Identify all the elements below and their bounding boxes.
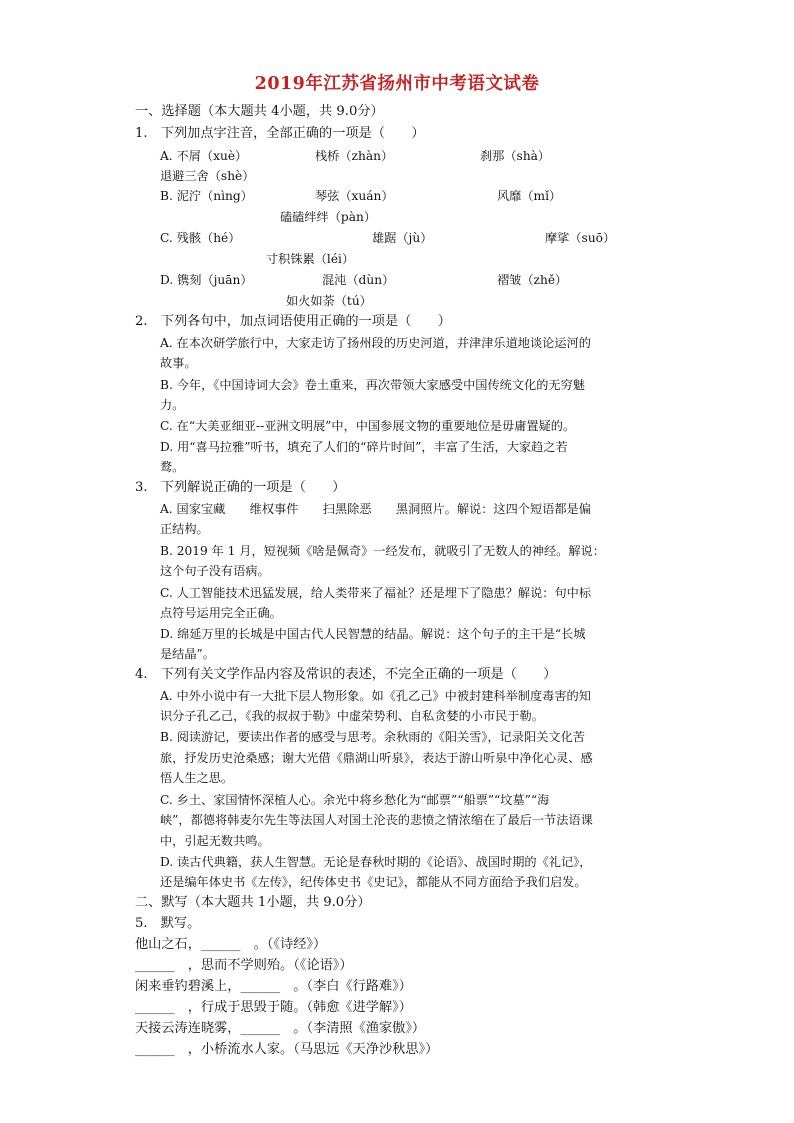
option-d: D. 读古代典籍，获人生智慧。无论是春秋时期的《论语》、战国时期的《礼记》，: [160, 855, 592, 869]
option-d-cont: 还是编年体史书《左传》，纪传体史书《史记》，都能从不同方面给予我们启发。: [160, 875, 587, 889]
option-d-item: 褶皱（zhě）: [497, 273, 568, 287]
option-d-item: 混沌（dùn）: [322, 273, 395, 287]
option-b-cont: 这个句子没有语病。: [160, 564, 270, 578]
option-d: D. 用“喜马拉雅”听书，填充了人们的“碎片时间”，丰富了生活，大家趋之若: [160, 440, 568, 454]
option-a-item: 刹那（shà）: [480, 149, 551, 163]
option-a-item: 栈桥（zhàn）: [315, 149, 394, 163]
option-b-item: 风靡（mǐ）: [497, 189, 562, 203]
question-stem: 4. 下列有关文学作品内容及常识的表述，不完全正确的一项是（ ）: [135, 667, 557, 682]
option-c-cont: 中，引起无数共鸣。: [160, 834, 270, 848]
option-a: A. 不屑（xuè）: [160, 149, 248, 163]
option-c-cont: 点符号运用完全正确。: [160, 606, 282, 620]
dictation-line: ______ ，行成于思毁于随。（韩愈《进学解》）: [135, 1000, 412, 1015]
option-a: A. 中外小说中有一大批下层人物形象。如《孔乙己》中被封建科举制度毒害的知: [160, 689, 591, 703]
option-c-item: 寸积铢累（léi）: [266, 252, 355, 266]
option-c-item: 雄踞（jù）: [372, 231, 433, 245]
section-heading: 二、默写（本大题共 1小题，共 9.0分）: [135, 895, 371, 910]
option-b-cont: 悟人生之思。: [160, 771, 234, 785]
option-d-item: 如火如荼（tú）: [286, 294, 372, 308]
option-c-item: 摩挲（suō）: [545, 231, 616, 245]
option-b: B. 2019 年 1 月，短视频《啥是佩奇》一经发布，就吸引了无数人的神经。解说：: [160, 544, 605, 558]
option-a-cont: 正结构。: [160, 522, 209, 536]
option-d-cont: 鹜。: [160, 460, 185, 474]
question-stem: 2. 下列各句中，加点词语使用正确的一项是（ ）: [135, 314, 451, 329]
dictation-line: 闲来垂钓碧溪上，______ 。（李白《行路难》）: [135, 979, 412, 994]
option-d: D. 绵延万里的长城是中国古代人民智慧的结晶。解说：这个句子的主干是“长城: [160, 627, 586, 641]
dictation-line: ______ ，思而不学则殆。（《论语》）: [135, 958, 353, 973]
dictation-line: ______ ，小桥流水人家。（马思远《天净沙秋思》）: [135, 1042, 439, 1057]
dictation-line: 天接云涛连晓雾，______ 。（李清照《渔家傲》）: [135, 1021, 426, 1036]
option-c: C. 残骸（hé）: [160, 231, 241, 245]
question-stem: 1. 下列加点字注音，全部正确的一项是（ ）: [135, 126, 425, 141]
option-c: C. 乡土、家国情怀深植人心。余光中将乡愁化为“邮票”“船票”“坟墓”“海: [160, 793, 550, 807]
question-stem: 3. 下列解说正确的一项是（ ）: [135, 480, 346, 495]
option-b: B. 泥泞（nìng）: [160, 189, 253, 203]
option-b: B. 今年，《中国诗词大会》卷土重来，再次带领大家感受中国传统文化的无穷魅: [160, 378, 585, 392]
option-a-item: 退避三舍（shè）: [160, 169, 255, 183]
option-b-item: 磕磕绊绊（pàn）: [280, 210, 377, 224]
dictation-line: 他山之石，______ 。（《诗经》）: [135, 937, 327, 952]
option-c: C. 人工智能技术迅猛发展，给人类带来了福祉？还是埋下了隐患？解说：句中标: [160, 586, 592, 600]
option-b-cont: 力。: [160, 398, 185, 412]
section-heading: 一、选择题（本大题共 4小题，共 9.0分）: [135, 104, 384, 119]
option-d-cont: 是结晶”。: [160, 647, 215, 661]
question-stem: 5. 默写。: [135, 916, 201, 931]
option-a: A. 在本次研学旅行中，大家走访了扬州段的历史河道，并津津乐道地谈论运河的: [160, 336, 591, 350]
option-d: D. 镌刻（juān）: [160, 273, 253, 287]
exam-title: 2019年江苏省扬州市中考语文试卷: [254, 74, 540, 94]
option-a: A. 国家宝藏 维权事件 扫黑除恶 黑洞照片。解说：这四个短语都是偏: [160, 502, 591, 516]
option-b-item: 琴弦（xuán）: [315, 189, 394, 203]
option-a-cont: 识分子孔乙己，《我的叔叔于勒》中虚荣势利、自私贪婪的小市民于勒。: [160, 709, 544, 723]
option-c-cont: 峡”，都德将韩麦尔先生等法国人对国土沦丧的悲愤之情浓缩在了最后一节法语课: [160, 813, 593, 827]
option-b: B. 阅读游记，要读出作者的感受与思考。余秋雨的《阳关雪》，记录阳关文化苦: [160, 730, 585, 744]
option-a-cont: 故事。: [160, 356, 197, 370]
option-b-cont: 旅，抒发历史沧桑感；谢大光借《鼎湖山听泉》，表达于游山听泉中净化心灵、感: [160, 751, 593, 765]
option-c: C. 在“大美亚细亚--亚洲文明展”中，中国参展文物的重要地位是毋庸置疑的。: [160, 419, 576, 433]
